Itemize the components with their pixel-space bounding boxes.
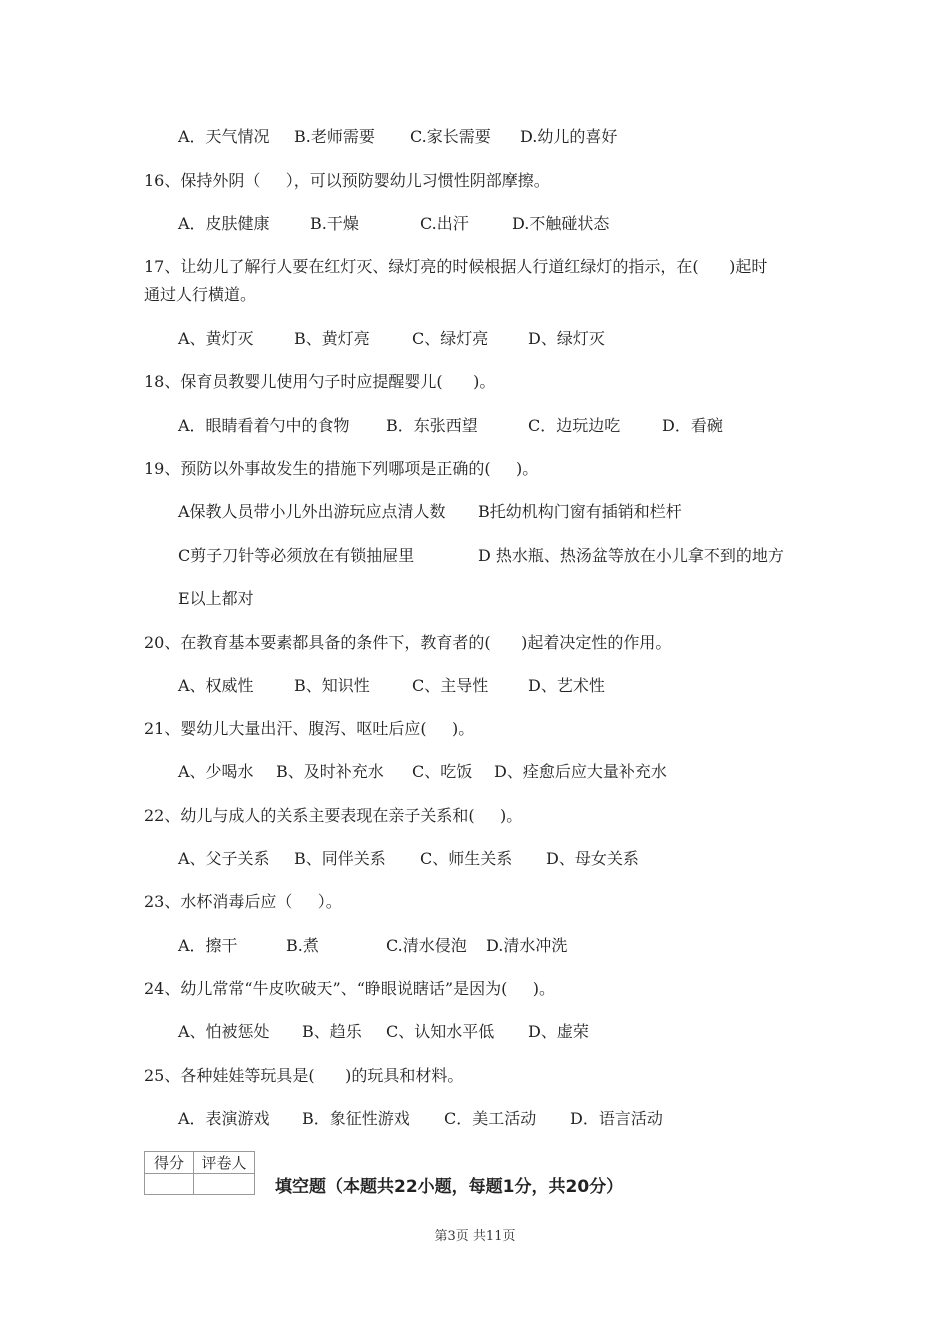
q18-option-c: C．边玩边吃 xyxy=(528,416,621,435)
q17-text-line1: 17、让幼儿了解行人要在红灯灭、绿灯亮的时候根据人行道红绿灯的指示，在( )起时 xyxy=(144,257,768,276)
q25-option-c: C．美工活动 xyxy=(444,1109,537,1128)
page-number: 第3页 共11页 xyxy=(434,1229,516,1244)
q15-option-b: B.老师需要 xyxy=(294,127,375,146)
q17-text-line2: 通过人行横道。 xyxy=(144,285,257,304)
q16-option-c: C.出汗 xyxy=(420,214,469,233)
score-cell[interactable] xyxy=(145,1174,194,1195)
q25-option-a: A．表演游戏 xyxy=(178,1109,270,1128)
q15-option-c: C.家长需要 xyxy=(410,127,491,146)
score-table xyxy=(144,1151,255,1195)
q21-option-b: B、及时补充水 xyxy=(276,762,384,781)
grader-cell[interactable] xyxy=(194,1174,255,1195)
q18-option-d: D．看碗 xyxy=(662,416,723,435)
q18-text: 18、保育员教婴儿使用勺子时应提醒婴儿( )。 xyxy=(144,372,496,391)
q16-option-b: B.干燥 xyxy=(310,214,359,233)
q17-option-a: A、黄灯灭 xyxy=(178,329,254,348)
score-label: 得分 xyxy=(145,1152,194,1174)
q20-option-b: B、知识性 xyxy=(294,676,370,695)
q24-option-d: D、虚荣 xyxy=(528,1022,589,1041)
q17-option-b: B、黄灯亮 xyxy=(294,329,370,348)
q24-option-a: A、怕被惩处 xyxy=(178,1022,270,1041)
q22-option-d: D、母女关系 xyxy=(546,849,639,868)
q19-option-a: A保教人员带小儿外出游玩应点清人数 xyxy=(178,502,446,521)
q16-option-a: A．皮肤健康 xyxy=(178,214,270,233)
q18-option-a: A．眼睛看着勺中的食物 xyxy=(178,416,350,435)
q15-option-d: D.幼儿的喜好 xyxy=(520,127,618,146)
q19-option-c: C剪子刀针等必须放在有锁抽屉里 xyxy=(178,546,415,565)
q17-option-c: C、绿灯亮 xyxy=(412,329,489,348)
q21-text: 21、婴幼儿大量出汗、腹泻、呕吐后应( )。 xyxy=(144,719,475,738)
q21-option-d: D、痊愈后应大量补充水 xyxy=(494,762,667,781)
q23-text: 23、水杯消毒后应（ ）。 xyxy=(144,892,342,911)
q19-text: 19、预防以外事故发生的措施下列哪项是正确的( )。 xyxy=(144,459,539,478)
q22-option-c: C、师生关系 xyxy=(420,849,513,868)
q21-option-a: A、少喝水 xyxy=(178,762,254,781)
q16-text: 16、保持外阴（ ），可以预防婴幼儿习惯性阴部摩擦。 xyxy=(144,171,550,190)
q19-option-e: E以上都对 xyxy=(178,589,254,608)
q21-option-c: C、吃饭 xyxy=(412,762,473,781)
q20-option-a: A、权威性 xyxy=(178,676,254,695)
q20-option-d: D、艺术性 xyxy=(528,676,605,695)
q25-option-d: D．语言活动 xyxy=(570,1109,663,1128)
q22-option-a: A、父子关系 xyxy=(178,849,270,868)
q15-option-a: A．天气情况 xyxy=(178,127,270,146)
q19-option-d: D 热水瓶、热汤盆等放在小儿拿不到的地方 xyxy=(478,546,784,565)
q24-option-b: B、趋乐 xyxy=(302,1022,362,1041)
q24-text: 24、幼儿常常“牛皮吹破天”、“睁眼说瞎话”是因为( )。 xyxy=(144,979,555,998)
q16-option-d: D.不触碰状态 xyxy=(512,214,610,233)
q22-option-b: B、同伴关系 xyxy=(294,849,386,868)
q22-text: 22、幼儿与成人的关系主要表现在亲子关系和( )。 xyxy=(144,806,523,825)
q19-option-row-3 xyxy=(178,589,254,629)
section-title: 填空题（本题共22小题，每题1分，共20分） xyxy=(275,1177,624,1197)
q23-option-a: A．擦干 xyxy=(178,936,238,955)
q19-option-b: B托幼机构门窗有插销和栏杆 xyxy=(478,502,682,521)
q20-text: 20、在教育基本要素都具备的条件下，教育者的( )起着决定性的作用。 xyxy=(144,633,672,652)
q23-option-b: B.煮 xyxy=(286,936,319,955)
q23-option-c: C.清水侵泡 xyxy=(386,936,467,955)
q25-text: 25、各种娃娃等玩具是( )的玩具和材料。 xyxy=(144,1066,464,1085)
q25-option-b: B．象征性游戏 xyxy=(302,1109,410,1128)
q20-option-c: C、主导性 xyxy=(412,676,489,695)
q24-option-c: C、认知水平低 xyxy=(386,1022,495,1041)
q17-option-d: D、绿灯灭 xyxy=(528,329,605,348)
q18-option-b: B．东张西望 xyxy=(386,416,478,435)
grader-label: 评卷人 xyxy=(194,1152,255,1174)
q23-option-d: D.清水冲洗 xyxy=(486,936,568,955)
